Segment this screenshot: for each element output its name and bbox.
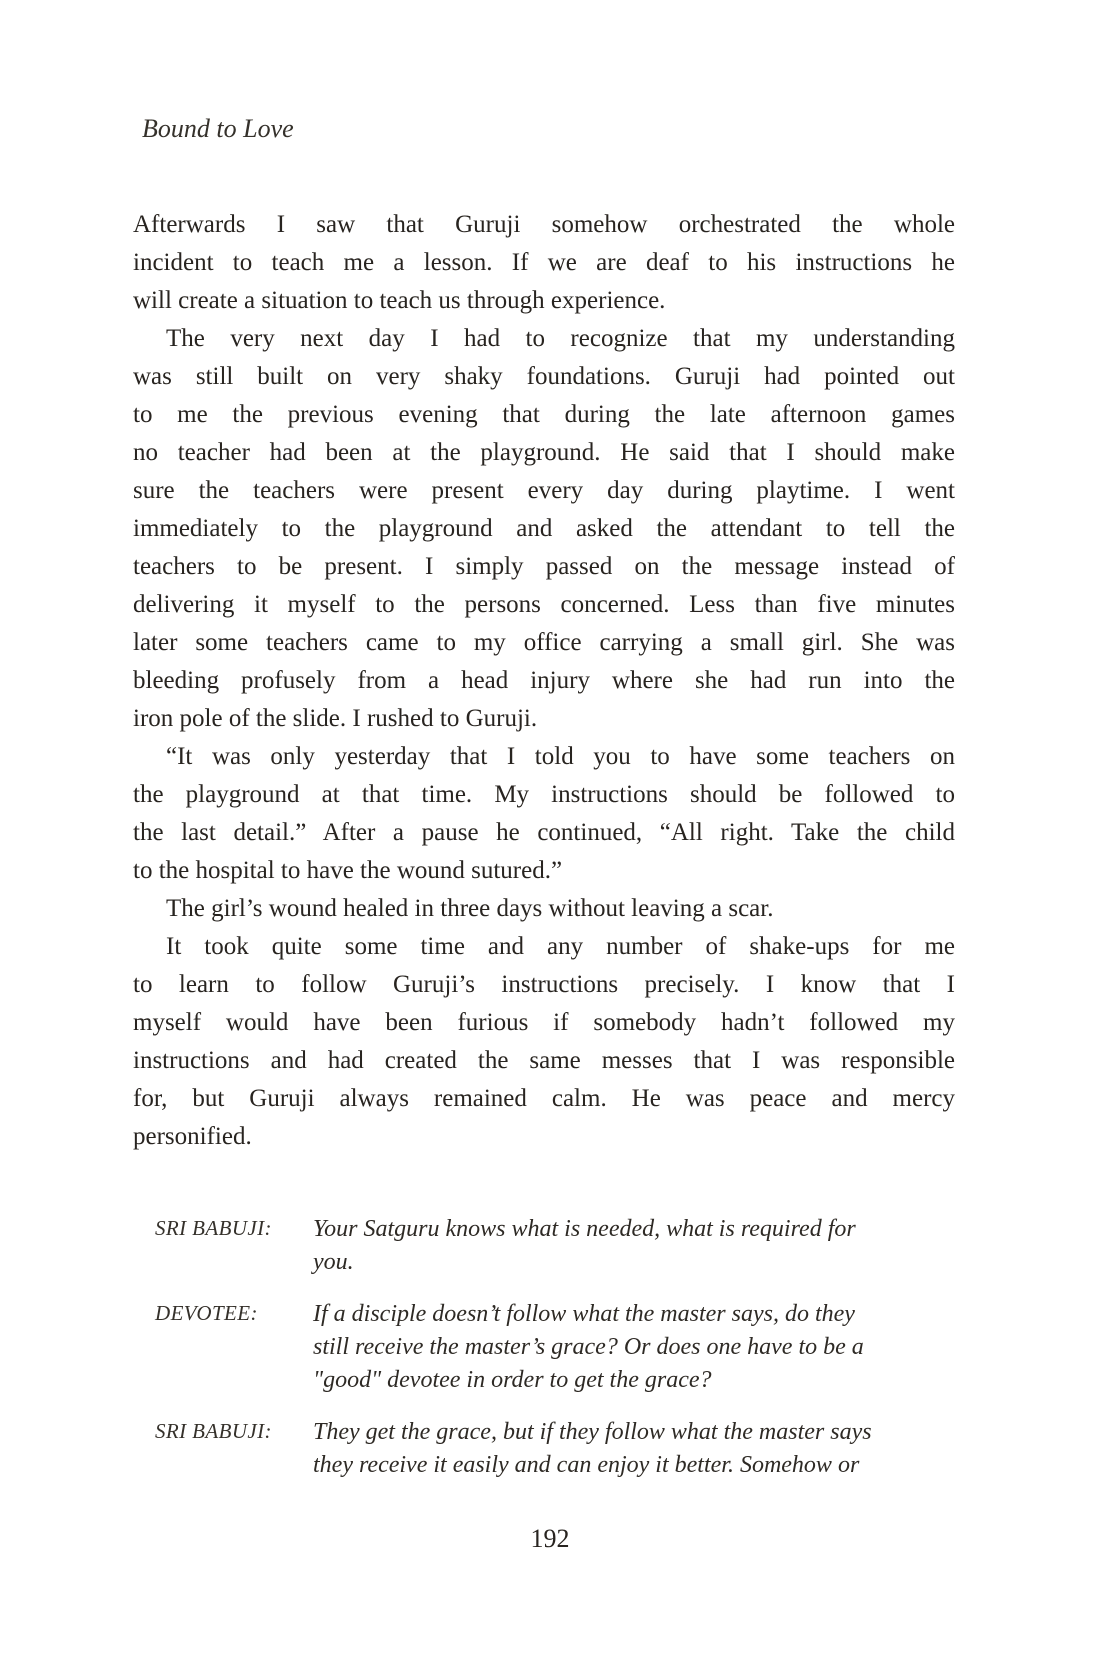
dialogue-entry	[133, 1213, 943, 1279]
text-line: "good" devotee in order to get the grace?	[313, 1367, 712, 1393]
text-line: myself would have been furious if somebody hadn’t followed my	[133, 1009, 955, 1036]
speaker-label: DEVOTEE:	[155, 1301, 258, 1325]
text-line: to the hospital to have the wound sutured.”	[133, 857, 563, 884]
text-line: no teacher had been at the playground. He said that I should make	[133, 439, 955, 466]
paragraph	[133, 890, 955, 928]
text-line: sure the teachers were present every day during playtime. I went	[133, 477, 955, 504]
dialogue-text	[313, 1416, 943, 1482]
dialogue-section	[133, 1213, 943, 1501]
text-line: iron pole of the slide. I rushed to Guruji.	[133, 705, 538, 732]
text-line: It took quite some time and any number of shake-ups for me	[166, 933, 955, 960]
page-number: 192	[530, 1524, 570, 1553]
paragraph	[133, 738, 955, 890]
body-text	[133, 206, 955, 1156]
running-header: Bound to Love	[142, 114, 294, 143]
text-line: you.	[313, 1249, 354, 1275]
text-line: They get the grace, but if they follow what the master says	[313, 1419, 872, 1445]
text-line: The very next day I had to recognize that my understanding	[166, 325, 955, 352]
paragraph	[133, 206, 955, 320]
text-line: incident to teach me a lesson. If we are deaf to his instructions he	[133, 249, 955, 276]
text-line: the last detail.” After a pause he continued, “All right. Take the child	[133, 819, 955, 846]
dialogue-text	[313, 1213, 943, 1279]
text-line: they receive it easily and can enjoy it better. Somehow or	[313, 1452, 860, 1478]
text-line: the playground at that time. My instructions should be followed to	[133, 781, 955, 808]
text-line: personified.	[133, 1123, 252, 1150]
dialogue-text	[313, 1298, 943, 1397]
text-line: was still built on very shaky foundations. Guruji had pointed out	[133, 363, 955, 390]
text-line: Afterwards I saw that Guruji somehow orchestrated the whole	[133, 211, 955, 238]
text-line: will create a situation to teach us through experience.	[133, 287, 666, 314]
speaker-label: SRI BABUJI:	[155, 1216, 272, 1240]
text-line: delivering it myself to the persons concerned. Less than five minutes	[133, 591, 955, 618]
text-line: Your Satguru knows what is needed, what is required for	[313, 1216, 856, 1242]
dialogue-entry	[133, 1416, 943, 1482]
text-line: instructions and had created the same messes that I was responsible	[133, 1047, 955, 1074]
text-line: for, but Guruji always remained calm. He was peace and mercy	[133, 1085, 955, 1112]
text-line: “It was only yesterday that I told you to have some teachers on	[166, 743, 955, 770]
paragraph	[133, 320, 955, 738]
text-line: later some teachers came to my office carrying a small girl. She was	[133, 629, 955, 656]
text-line: immediately to the playground and asked the attendant to tell the	[133, 515, 955, 542]
text-line: still receive the master’s grace? Or does one have to be a	[313, 1334, 864, 1360]
speaker-label: SRI BABUJI:	[155, 1419, 272, 1443]
text-line: to me the previous evening that during the late afternoon games	[133, 401, 955, 428]
paragraph	[133, 928, 955, 1156]
text-line: If a disciple doesn’t follow what the master says, do they	[313, 1301, 855, 1327]
text-line: to learn to follow Guruji’s instructions precisely. I know that I	[133, 971, 955, 998]
text-line: bleeding profusely from a head injury where she had run into the	[133, 667, 955, 694]
dialogue-entry	[133, 1298, 943, 1397]
text-line: teachers to be present. I simply passed on the message instead of	[133, 553, 955, 580]
text-line: The girl’s wound healed in three days without leaving a scar.	[166, 895, 774, 922]
